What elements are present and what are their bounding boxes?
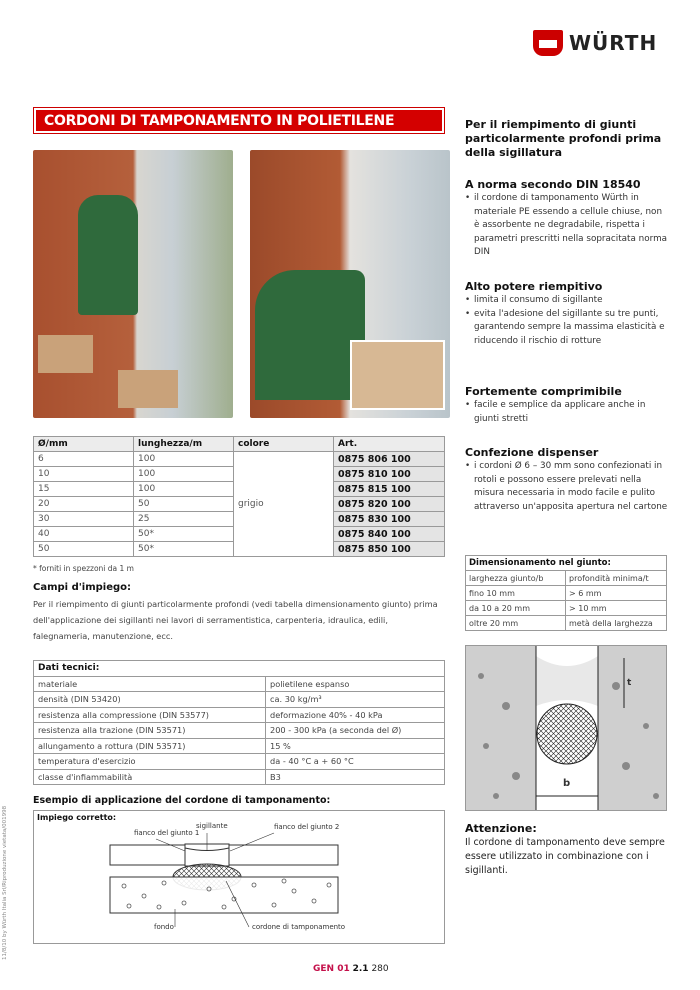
table-row: 20 50 0875 820 100 <box>34 497 445 512</box>
article-number: 0875 806 100 <box>334 452 445 467</box>
bullet-item: • facile e semplice da applicare anche in giunti stretti <box>465 399 670 426</box>
article-number: 0875 830 100 <box>334 512 445 527</box>
copyright-note: 11/8/10 by Würth Italia Srl/Riproduzione vietata/001998 <box>2 805 8 960</box>
article-number: 0875 815 100 <box>334 482 445 497</box>
feature-section: Fortemente comprimibile • facile e semplice da applicare anche in giunti stretti <box>465 385 670 426</box>
attention-box: Attenzione: Il cordone di tamponamento deve sempre essere utilizzato in combinazione con i sigillanti. <box>465 822 665 876</box>
tech-table: Dati tecnici: materiale polietilene espanso densità (DIN 53420) ca. 30 kg/m³ resistenza alla compressione (DIN 53577) deformazione 40% - 40 kPa resistenza alla trazione (DIN 53571) 200 - 300 kPa (a seconda del Ø) allungamento a rottura (DIN 53571) 15 % temperatura d'esercizio da - 40 °C a + 60 °C classe d'infiammabilità B3 <box>33 660 445 785</box>
joint-diagram <box>34 811 444 943</box>
example-heading: Esempio di applicazione del cordone di tamponamento: <box>33 795 331 806</box>
bullet-item: • il cordone di tamponamento Würth in materiale PE essendo a cellule chiuse, non è assorbente ne degradabile, rispetta i parametri prescritti nella sopracitata norma DIN <box>465 192 670 260</box>
table-row: da 10 a 20 mm > 10 mm <box>466 601 667 616</box>
table-note: * forniti in spezzoni da 1 m <box>33 564 134 573</box>
table-row: 50 50* 0875 850 100 <box>34 542 445 557</box>
bullet-item: • i cordoni Ø 6 – 30 mm sono confezionati in rotoli e possono essere prelevati nella misura necessaria in modo facile e pulito attraverso un'apposita apertura nel cartone <box>465 460 670 514</box>
table-row: allungamento a rottura (DIN 53571) 15 % <box>34 738 445 754</box>
table-row: 30 25 0875 830 100 <box>34 512 445 527</box>
title-bar <box>33 107 445 134</box>
photo-applying-cord <box>250 150 450 418</box>
article-number: 0875 820 100 <box>334 497 445 512</box>
table-row: fino 10 mm > 6 mm <box>466 586 667 601</box>
color-cell: grigio <box>234 452 334 557</box>
wurth-logo-mark-icon <box>533 30 563 56</box>
feature-section: A norma secondo DIN 18540 • il cordone di tamponamento Würth in materiale PE essendo a cellule chiuse, non è assorbente ne degradabile, rispetta i parametri prescritti nella sopracitata norma DIN <box>465 178 670 260</box>
table-row: classe d'infiammabilità B3 <box>34 769 445 785</box>
wurth-logo: WÜRTH <box>533 30 657 56</box>
campi-section: Campi d'impiego: Per il riempimento di giunti particolarmente profondi (vedi tabella dimensionamento giunto) prima dell'applicazione dei sigillanti nei lavori di serramentistica, carpenteria, idraulica, edili, falegnameria, manutenzione, ecc. <box>33 582 438 641</box>
table-row: resistenza alla trazione (DIN 53571) 200 - 300 kPa (a seconda del Ø) <box>34 723 445 739</box>
bullet-item: • evita l'adesione del sigillante su tre punti, garantendo sempre la massima elasticità e riducendo il rischio di rotture <box>465 308 670 349</box>
table-row: densità (DIN 53420) ca. 30 kg/m³ <box>34 692 445 708</box>
table-row: 15 100 0875 815 100 <box>34 482 445 497</box>
feature-section: Confezione dispenser • i cordoni Ø 6 – 30 mm sono confezionati in rotoli e possono essere prelevati nella misura necessaria in modo facile e pulito attraverso un'apposita apertura nel cartone <box>465 446 670 514</box>
table-row: 10 100 0875 810 100 <box>34 467 445 482</box>
bullet-item: • limita il consumo di sigillante <box>465 294 670 308</box>
article-number: 0875 840 100 <box>334 527 445 542</box>
photo-worker-window <box>33 150 233 418</box>
page-title: CORDONI DI TAMPONAMENTO IN POLIETILENE <box>36 110 442 131</box>
intro: Per il riempimento di giunti particolarmente profondi prima della sigillatura <box>465 118 662 159</box>
table-row: 6 100 grigio 0875 806 100 <box>34 452 445 467</box>
table-row: temperatura d'esercizio da - 40 °C a + 60 °C <box>34 754 445 770</box>
table-row: resistenza alla compressione (DIN 53577) deformazione 40% - 40 kPa <box>34 707 445 723</box>
example-diagram: Impiego corretto: fianco del giunto 1 sigillante fianco del giunto 2 fondo cordone di tamponamento <box>33 810 445 944</box>
table-row: 40 50* 0875 840 100 <box>34 527 445 542</box>
product-table: Ø/mm lunghezza/m colore Art. 6 100 grigio 0875 806 100 10 100 0875 810 100 15 100 0875 815 100 20 50 0875 820 100 30 25 0875 830 100 40 50* 0875 840 100 50 50* 0875 850 100 <box>33 436 445 557</box>
table-row: oltre 20 mm metà della larghezza <box>466 616 667 631</box>
feature-section: Alto potere riempitivo • limita il consumo di sigillante • evita l'adesione del sigillante su tre punti, garantendo sempre la massima elasticità e riducendo il rischio di rotture <box>465 280 670 348</box>
table-row: materiale polietilene espanso <box>34 676 445 692</box>
dimension-table: Dimensionamento nel giunto: larghezza giunto/b profondità minima/t fino 10 mm > 6 mm da 10 a 20 mm > 10 mm oltre 20 mm metà della larghezza <box>465 555 667 631</box>
article-number: 0875 810 100 <box>334 467 445 482</box>
page-footer: GEN 01 2.1 280 <box>313 964 389 974</box>
article-number: 0875 850 100 <box>334 542 445 557</box>
joint-section-diagram: b t <box>465 645 667 811</box>
